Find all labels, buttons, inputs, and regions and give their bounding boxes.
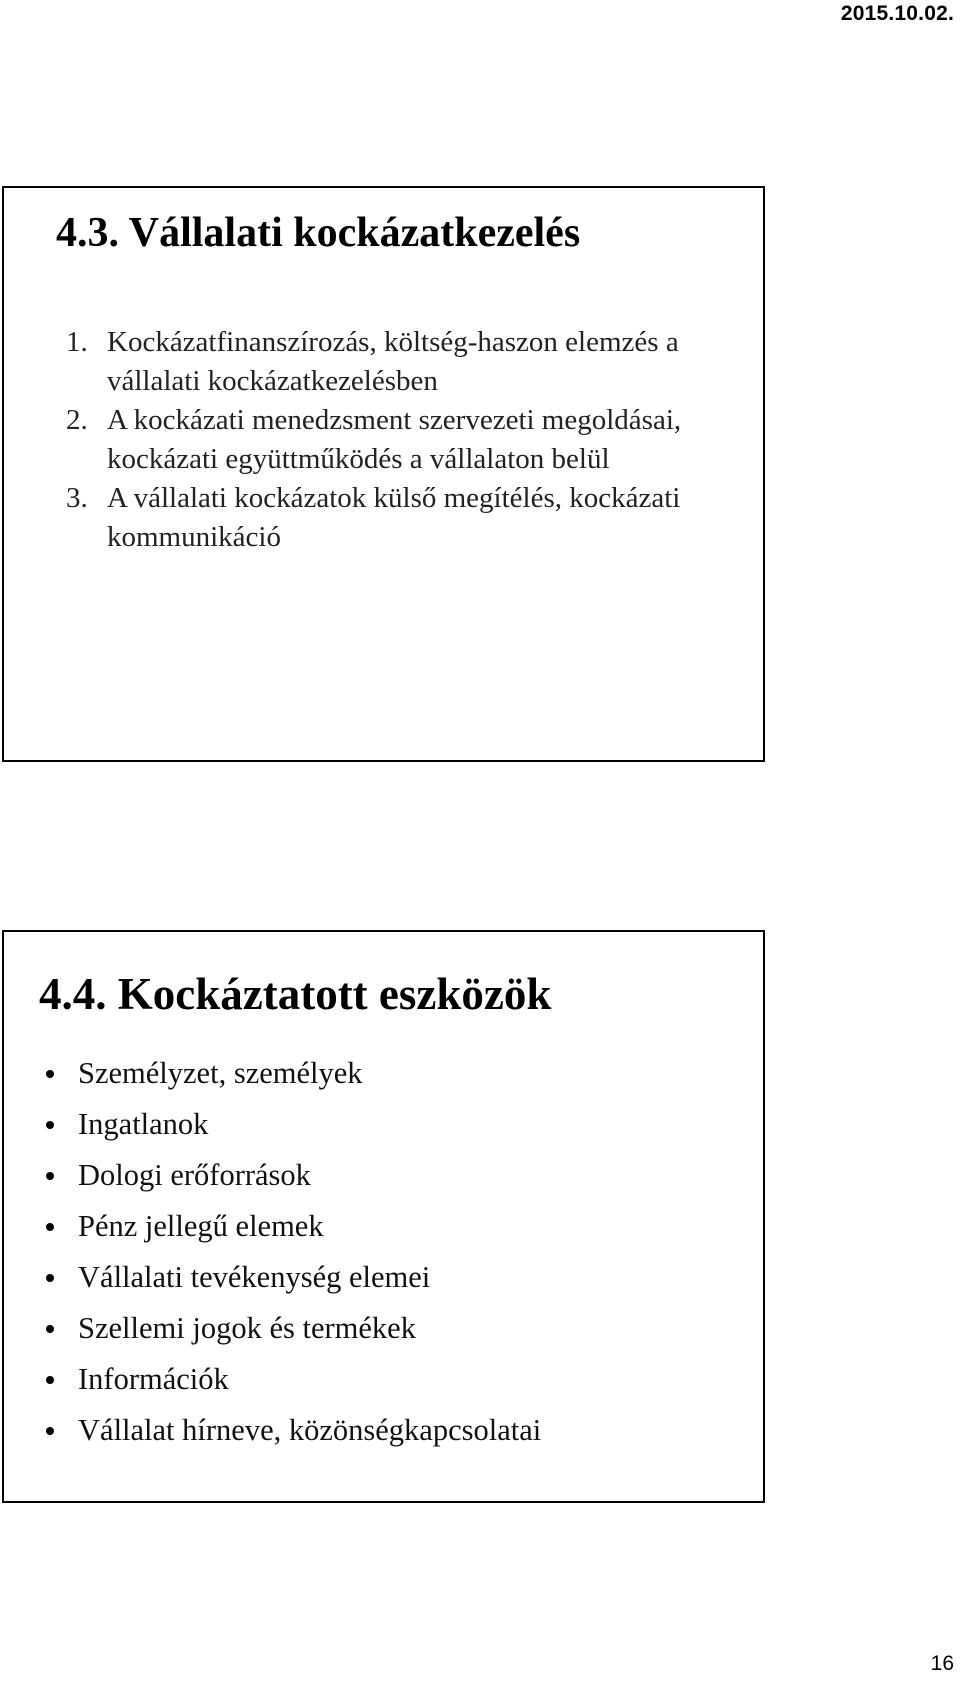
list-item <box>44 1099 541 1150</box>
item-text: Dologi erőforrások <box>78 1158 311 1192</box>
bullet-list <box>44 1048 541 1456</box>
list-item <box>66 323 707 401</box>
slide-vallalati-kockazatkezeles <box>2 186 765 762</box>
item-text: A kockázati menedzsment szervezeti megoldásai, kockázati együttműködés a vállalaton belül <box>107 404 682 475</box>
bullet-icon <box>46 1376 54 1384</box>
item-text: Személyzet, személyek <box>78 1056 363 1090</box>
item-number: 3. <box>66 482 88 514</box>
bullet-icon <box>46 1070 54 1078</box>
slide-title: 4.4. Kockáztatott eszközök <box>39 969 552 1019</box>
item-text: Vállalat hírneve, közönségkapcsolatai <box>78 1413 542 1447</box>
list-item <box>44 1150 541 1201</box>
slide-title: 4.3. Vállalati kockázatkezelés <box>56 210 581 256</box>
list-item <box>66 401 707 479</box>
item-text: Kockázatfinanszírozás, költség-haszon elemzés a vállalati kockázatkezelésben <box>107 326 679 397</box>
bullet-icon <box>46 1172 54 1180</box>
list-item <box>44 1405 541 1456</box>
item-text: Információk <box>78 1362 229 1396</box>
bullet-icon <box>46 1274 54 1282</box>
header-date: 2015.10.02. <box>840 2 954 25</box>
bullet-icon <box>46 1427 54 1435</box>
list-item <box>44 1201 541 1252</box>
list-item <box>66 479 707 557</box>
page-number: 16 <box>930 1652 954 1675</box>
item-number: 1. <box>66 326 88 358</box>
list-item <box>44 1303 541 1354</box>
item-number: 2. <box>66 404 88 436</box>
bullet-icon <box>46 1121 54 1129</box>
slide-kockaztatott-eszkozok <box>2 930 765 1503</box>
item-text: Vállalati tevékenység elemei <box>78 1260 431 1294</box>
item-text: Szellemi jogok és termékek <box>78 1311 416 1345</box>
list-item <box>44 1252 541 1303</box>
bullet-icon <box>46 1325 54 1333</box>
list-item <box>44 1048 541 1099</box>
list-item <box>44 1354 541 1405</box>
numbered-list <box>66 323 707 557</box>
item-text: Pénz jellegű elemek <box>78 1209 324 1243</box>
item-text: Ingatlanok <box>78 1107 209 1141</box>
bullet-icon <box>46 1223 54 1231</box>
item-text: A vállalati kockázatok külső megítélés, kockázati kommunikáció <box>107 482 681 553</box>
